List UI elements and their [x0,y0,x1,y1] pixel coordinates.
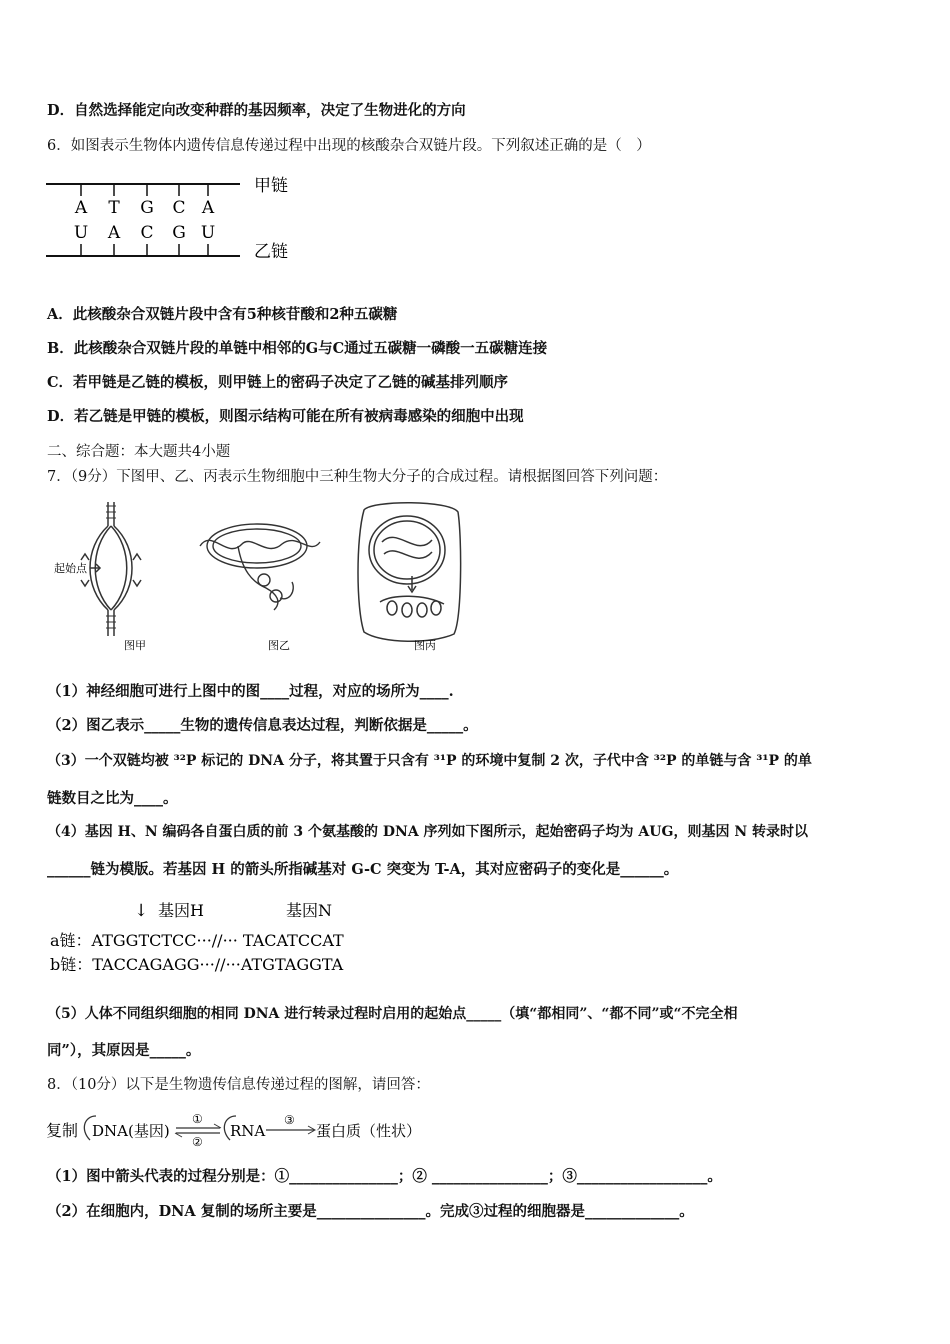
a-chain-sequence: a链：ATGGTCTCC···//··· TACATCCAT [50,931,344,950]
q6-option-a: A．此核酸杂合双链片段中含有5种核苷酸和2种五碳糖 [47,306,398,323]
top-base: A [74,198,88,218]
q7-sub3-line1: （3）一个双链均被 ³²P 标记的 DNA 分子，将其置于只含有 ³¹P 的环境中复制 2 次，子代中含 ³²P 的单链与含 ³¹P 的单 [47,753,812,769]
b-chain-sequence: b链：TACCAGAGG···//···ATGTAGGTA [50,955,344,974]
chain-b-label: 乙链 [254,242,288,262]
top-base: C [172,198,186,218]
q7-sub5-line1: （5）人体不同组织细胞的相同 DNA 进行转录过程时启用的起始点_____（填“都相同”、“都不同”或“不完全相 [47,1006,738,1022]
q8-sub1: （1）图中箭头代表的过程分别是：①_______________；② ________________；③__________________。 [47,1168,722,1185]
q7-sub5-line2: 同”），其原因是_____。 [47,1042,201,1059]
bottom-base: U [200,223,216,243]
dna-label: DNA(基因) [92,1122,170,1140]
gene-h-label: 基因H [158,901,204,920]
step2-label: ② [192,1135,203,1149]
gene-sequence-figure [46,894,386,978]
protein-label: 蛋白质（性状） [316,1122,422,1140]
top-base: T [108,198,120,218]
bottom-base: U [73,223,89,243]
gene-n-label: 基因N [286,901,333,920]
q6-option-d: D．若乙链是甲链的模板，则图示结构可能在所有被病毒感染的细胞中出现 [47,408,524,425]
q7-sub1: （1）神经细胞可进行上图中的图____过程，对应的场所为____. [47,683,454,700]
chain-a-label: 甲链 [254,176,288,196]
hybrid-double-strand-figure [44,168,314,264]
q7-sub3-line2: 链数目之比为____。 [47,790,178,807]
q5-option-d: D．自然选择能定向改变种群的基因频率，决定了生物进化的方向 [47,102,466,119]
step1-label: ① [192,1112,203,1126]
caption-a: 图甲 [124,639,146,652]
q8-stem: 8．（10分）以下是生物遗传信息传递过程的图解，请回答： [47,1077,430,1093]
q7-sub4-line2: ______链为模版。若基因 H 的箭头所指碱基对 G-C 突变为 T-A，其对应密码子的变化是______。 [47,861,679,878]
transcription-translation-diagram [200,524,320,610]
mutation-arrow: ↓ [134,901,149,921]
top-base: A [201,198,215,218]
step3-label: ③ [284,1113,295,1127]
replication-bubble-diagram [81,502,141,636]
eukaryotic-cell-diagram [358,503,461,642]
replication-label: 复制 [46,1121,79,1140]
q8-sub2: （2）在细胞内，DNA 复制的场所主要是_______________。完成③过程的细胞器是_____________。 [47,1203,694,1220]
caption-c: 图丙 [414,639,436,652]
q7-sub4-line1: （4）基因 H、N 编码各自蛋白质的前 3 个氨基酸的 DNA 序列如下图所示，起始密码子均为 AUG，则基因 N 转录时以 [47,824,808,840]
top-base: G [140,198,154,218]
rna-label: RNA [230,1122,266,1140]
q6-option-b: B．此核酸杂合双链片段的单链中相邻的G与C通过五碳糖一磷酸一五碳糖连接 [47,340,548,357]
section-title: 二、综合题：本大题共4小题 [47,444,231,460]
q6-stem: 6．如图表示生物体内遗传信息传递过程中出现的核酸杂合双链片段。下列叙述正确的是（ ） [47,138,651,154]
bottom-base: C [140,223,154,243]
bottom-base: A [107,223,121,243]
origin-label: 起始点 [54,562,87,575]
q7-sub2: （2）图乙表示_____生物的遗传信息表达过程，判断依据是_____。 [47,717,478,734]
macromolecule-synthesis-figure [52,498,462,658]
caption-b: 图乙 [268,639,290,652]
q7-stem: 7．（9分）下图甲、乙、丙表示生物细胞中三种生物大分子的合成过程。请根据图回答下列问题： [47,469,668,485]
central-dogma-figure [44,1106,444,1150]
bottom-base: G [172,223,186,243]
q6-option-c: C．若甲链是乙链的模板，则甲链上的密码子决定了乙链的碱基排列顺序 [47,374,509,391]
